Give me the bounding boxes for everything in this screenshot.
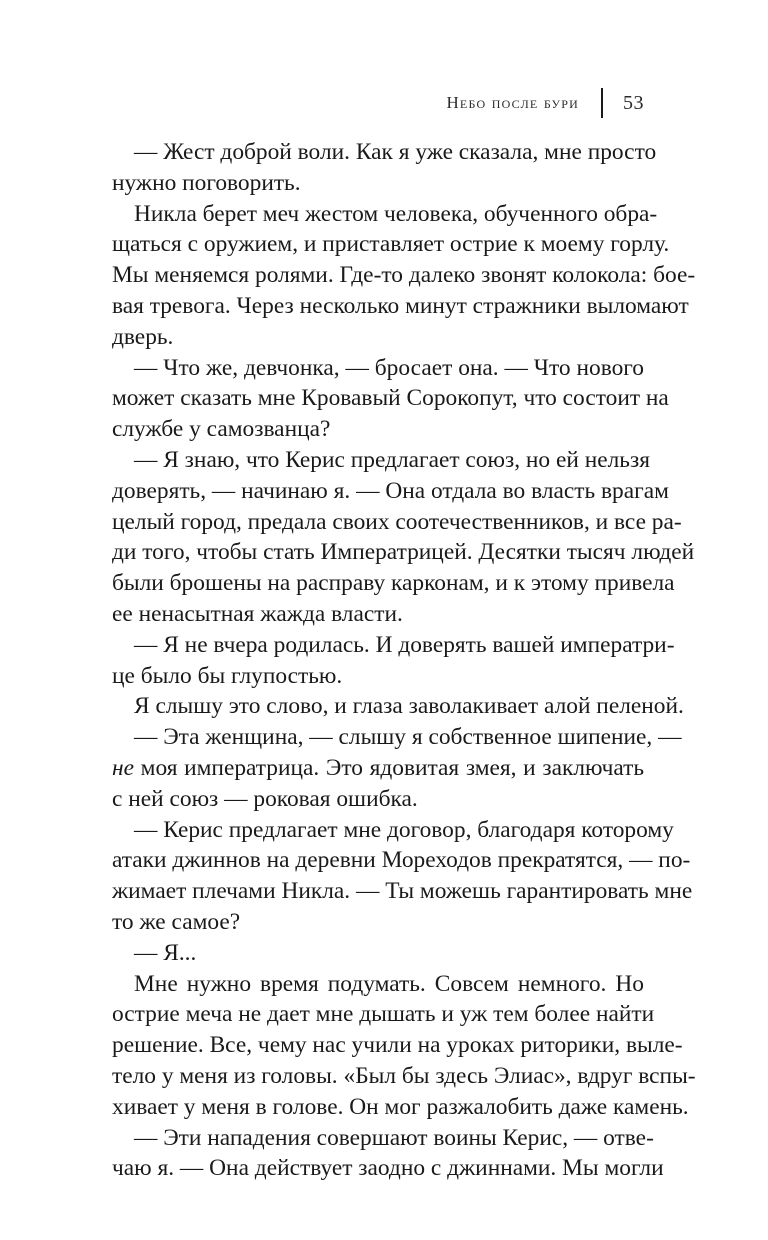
text-line-content: нужно поговорить. — [112, 169, 301, 196]
text-line-content: с ней союз — роковая ошибка. — [112, 785, 418, 812]
text-line-content: — Эта женщина, — слышу я собственное шипение, — — [134, 724, 682, 751]
text-line — [112, 599, 644, 630]
text-line — [112, 753, 644, 784]
body-text — [112, 137, 696, 1184]
text-line — [112, 876, 693, 907]
text-line-content: ди того, чтобы стать Императрицей. Десятки тысяч людей — [112, 539, 695, 566]
text-line-content: то же самое? — [112, 908, 241, 935]
text-line-content: моя императрица. Это ядовитая змея, и заключать — [134, 754, 644, 781]
text-line-content: — Я не вчера родилась. И доверять вашей императри- — [134, 631, 675, 658]
text-line — [112, 815, 674, 846]
text-line-content: — Керис предлагает мне договор, благодаря которому — [134, 816, 674, 843]
text-line-content: ее ненасытная жажда власти. — [112, 600, 403, 627]
text-line-content: решение. Все, чему нас учили на уроках риторики, выле- — [112, 1032, 683, 1059]
text-line — [112, 229, 670, 260]
text-line-content: острие меча не дает мне дышать и уж тем более найти — [112, 1001, 655, 1028]
text-line — [112, 168, 644, 199]
text-line — [112, 1030, 683, 1061]
header-divider — [601, 88, 603, 118]
text-line — [112, 1092, 689, 1123]
text-line-content: атаки джиннов на деревни Мореходов прекратятся, — по- — [112, 847, 691, 874]
text-line-content: щаться с оружием, и приставляет острие к моему горлу. — [112, 231, 670, 258]
text-line — [112, 291, 689, 322]
text-line-content: Мне нужно время подумать. Совсем немного. Но — [134, 970, 644, 997]
text-line-content: — Что же, девчонка, — бросает она. — Что нового — [134, 354, 644, 381]
text-line-content: це было бы глупостью. — [112, 662, 343, 689]
text-line-content: вая тревога. Через несколько минут стражники выломают — [112, 292, 689, 319]
text-line — [112, 630, 675, 661]
text-line — [112, 353, 644, 384]
text-line — [112, 445, 650, 476]
text-line-content: — Эти нападения совершают воины Керис, — отве- — [134, 1124, 654, 1151]
text-line-content: целый город, предала своих соотечественников, и все ра- — [112, 508, 682, 535]
text-line — [112, 661, 644, 692]
text-line — [112, 137, 657, 168]
text-line-content: были брошены на расправу карконам, и к этому привела — [112, 570, 675, 597]
text-line-content: Никла берет меч жестом человека, обученного обра- — [134, 200, 658, 227]
text-line — [112, 938, 644, 969]
text-line — [112, 784, 644, 815]
text-line — [112, 507, 682, 538]
text-line — [112, 845, 691, 876]
text-line — [112, 1061, 696, 1092]
text-line-content: службе у самозванца? — [112, 416, 331, 443]
running-header — [446, 86, 644, 120]
text-line-content: тело у меня из головы. «Был бы здесь Элиас», вдруг вспы- — [112, 1062, 696, 1089]
text-line-content: — Я знаю, что Керис предлагает союз, но ей нельзя — [134, 446, 650, 473]
text-line-content: — Жест доброй воли. Как я уже сказала, мне просто — [134, 139, 657, 165]
text-line — [112, 969, 644, 1000]
text-line — [112, 1123, 654, 1154]
text-line — [112, 999, 655, 1030]
emphasis-word: не — [112, 754, 134, 781]
text-line-content: дверь. — [112, 323, 174, 350]
text-line-content: Я слышу это слово, и глаза заволакивает алой пеленой. — [134, 693, 684, 720]
text-line — [112, 260, 696, 291]
text-line-content: жимает плечами Никла. — Ты можешь гарантировать мне — [112, 878, 693, 905]
text-line — [112, 722, 682, 753]
text-line — [112, 383, 669, 414]
text-line-content: хивает у меня в голове. Он мог разжалобить даже камень. — [112, 1093, 689, 1120]
text-line — [112, 414, 644, 445]
running-title: Небо после бури — [446, 93, 579, 112]
text-line-content: чаю я. — Она действует заодно с джиннами. Мы могли — [112, 1155, 664, 1182]
text-line-content: Мы меняемся ролями. Где-то далеко звонят колокола: бое- — [112, 262, 696, 289]
page-number: 53 — [623, 91, 644, 114]
text-line — [112, 476, 669, 507]
text-line-content: может сказать мне Кровавый Сорокопут, что состоит на — [112, 385, 669, 412]
text-line — [112, 199, 658, 230]
text-line — [112, 907, 644, 938]
text-line — [112, 691, 684, 722]
text-line — [112, 568, 675, 599]
text-line — [112, 1153, 664, 1184]
text-line-content: доверять, — начинаю я. — Она отдала во власть врагам — [112, 477, 669, 504]
text-line-content: — Я... — [134, 939, 197, 966]
text-line — [112, 322, 644, 353]
text-line — [112, 537, 695, 568]
